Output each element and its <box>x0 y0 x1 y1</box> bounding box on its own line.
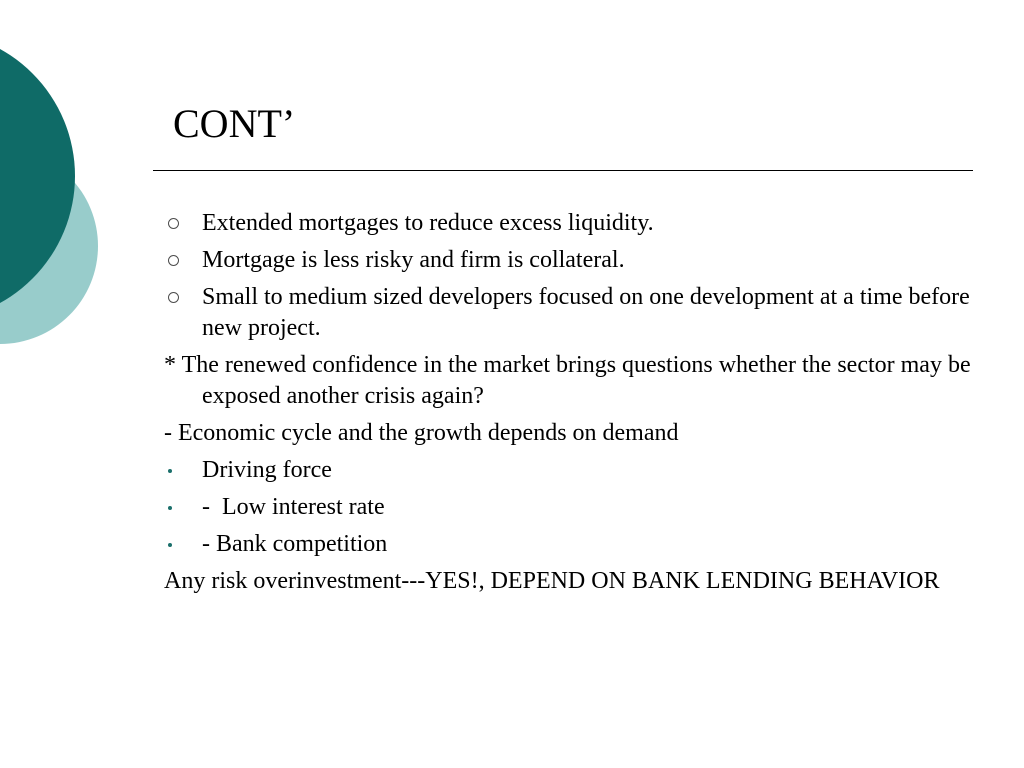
list-item <box>164 492 976 523</box>
list-item <box>164 418 976 449</box>
list-item-text: - Low interest rate <box>202 494 385 520</box>
dot-bullet-icon <box>168 506 172 510</box>
list-item-text: Driving force <box>202 457 332 483</box>
list-item <box>164 529 976 560</box>
dot-bullet-icon <box>168 543 172 547</box>
list-item-text: * The renewed confidence in the market brings questions whether the sector may be exposed another crisis again? <box>164 352 971 409</box>
title-divider <box>153 170 973 171</box>
dot-bullet-icon <box>168 469 172 473</box>
list-item <box>164 455 976 486</box>
decorative-circles <box>0 0 120 410</box>
list-item <box>164 350 976 412</box>
list-item-text: Small to medium sized developers focused on one development at a time before new project. <box>202 284 970 341</box>
list-item-text: Mortgage is less risky and firm is collateral. <box>202 247 625 273</box>
hollow-circle-bullet-icon <box>168 218 179 229</box>
list-item <box>164 282 976 344</box>
list-item <box>164 566 976 597</box>
slide-title: CONT’ <box>173 101 296 146</box>
list-item-text: Any risk overinvestment---YES!, DEPEND ON BANK LENDING BEHAVIOR <box>164 568 940 594</box>
hollow-circle-bullet-icon <box>168 292 179 303</box>
list-item-text: Extended mortgages to reduce excess liquidity. <box>202 210 654 236</box>
list-item-text: - Economic cycle and the growth depends on demand <box>164 420 679 446</box>
list-item <box>164 208 976 239</box>
list-item-text: - Bank competition <box>202 531 388 557</box>
bullet-list <box>164 208 976 603</box>
list-item <box>164 245 976 276</box>
hollow-circle-bullet-icon <box>168 255 179 266</box>
